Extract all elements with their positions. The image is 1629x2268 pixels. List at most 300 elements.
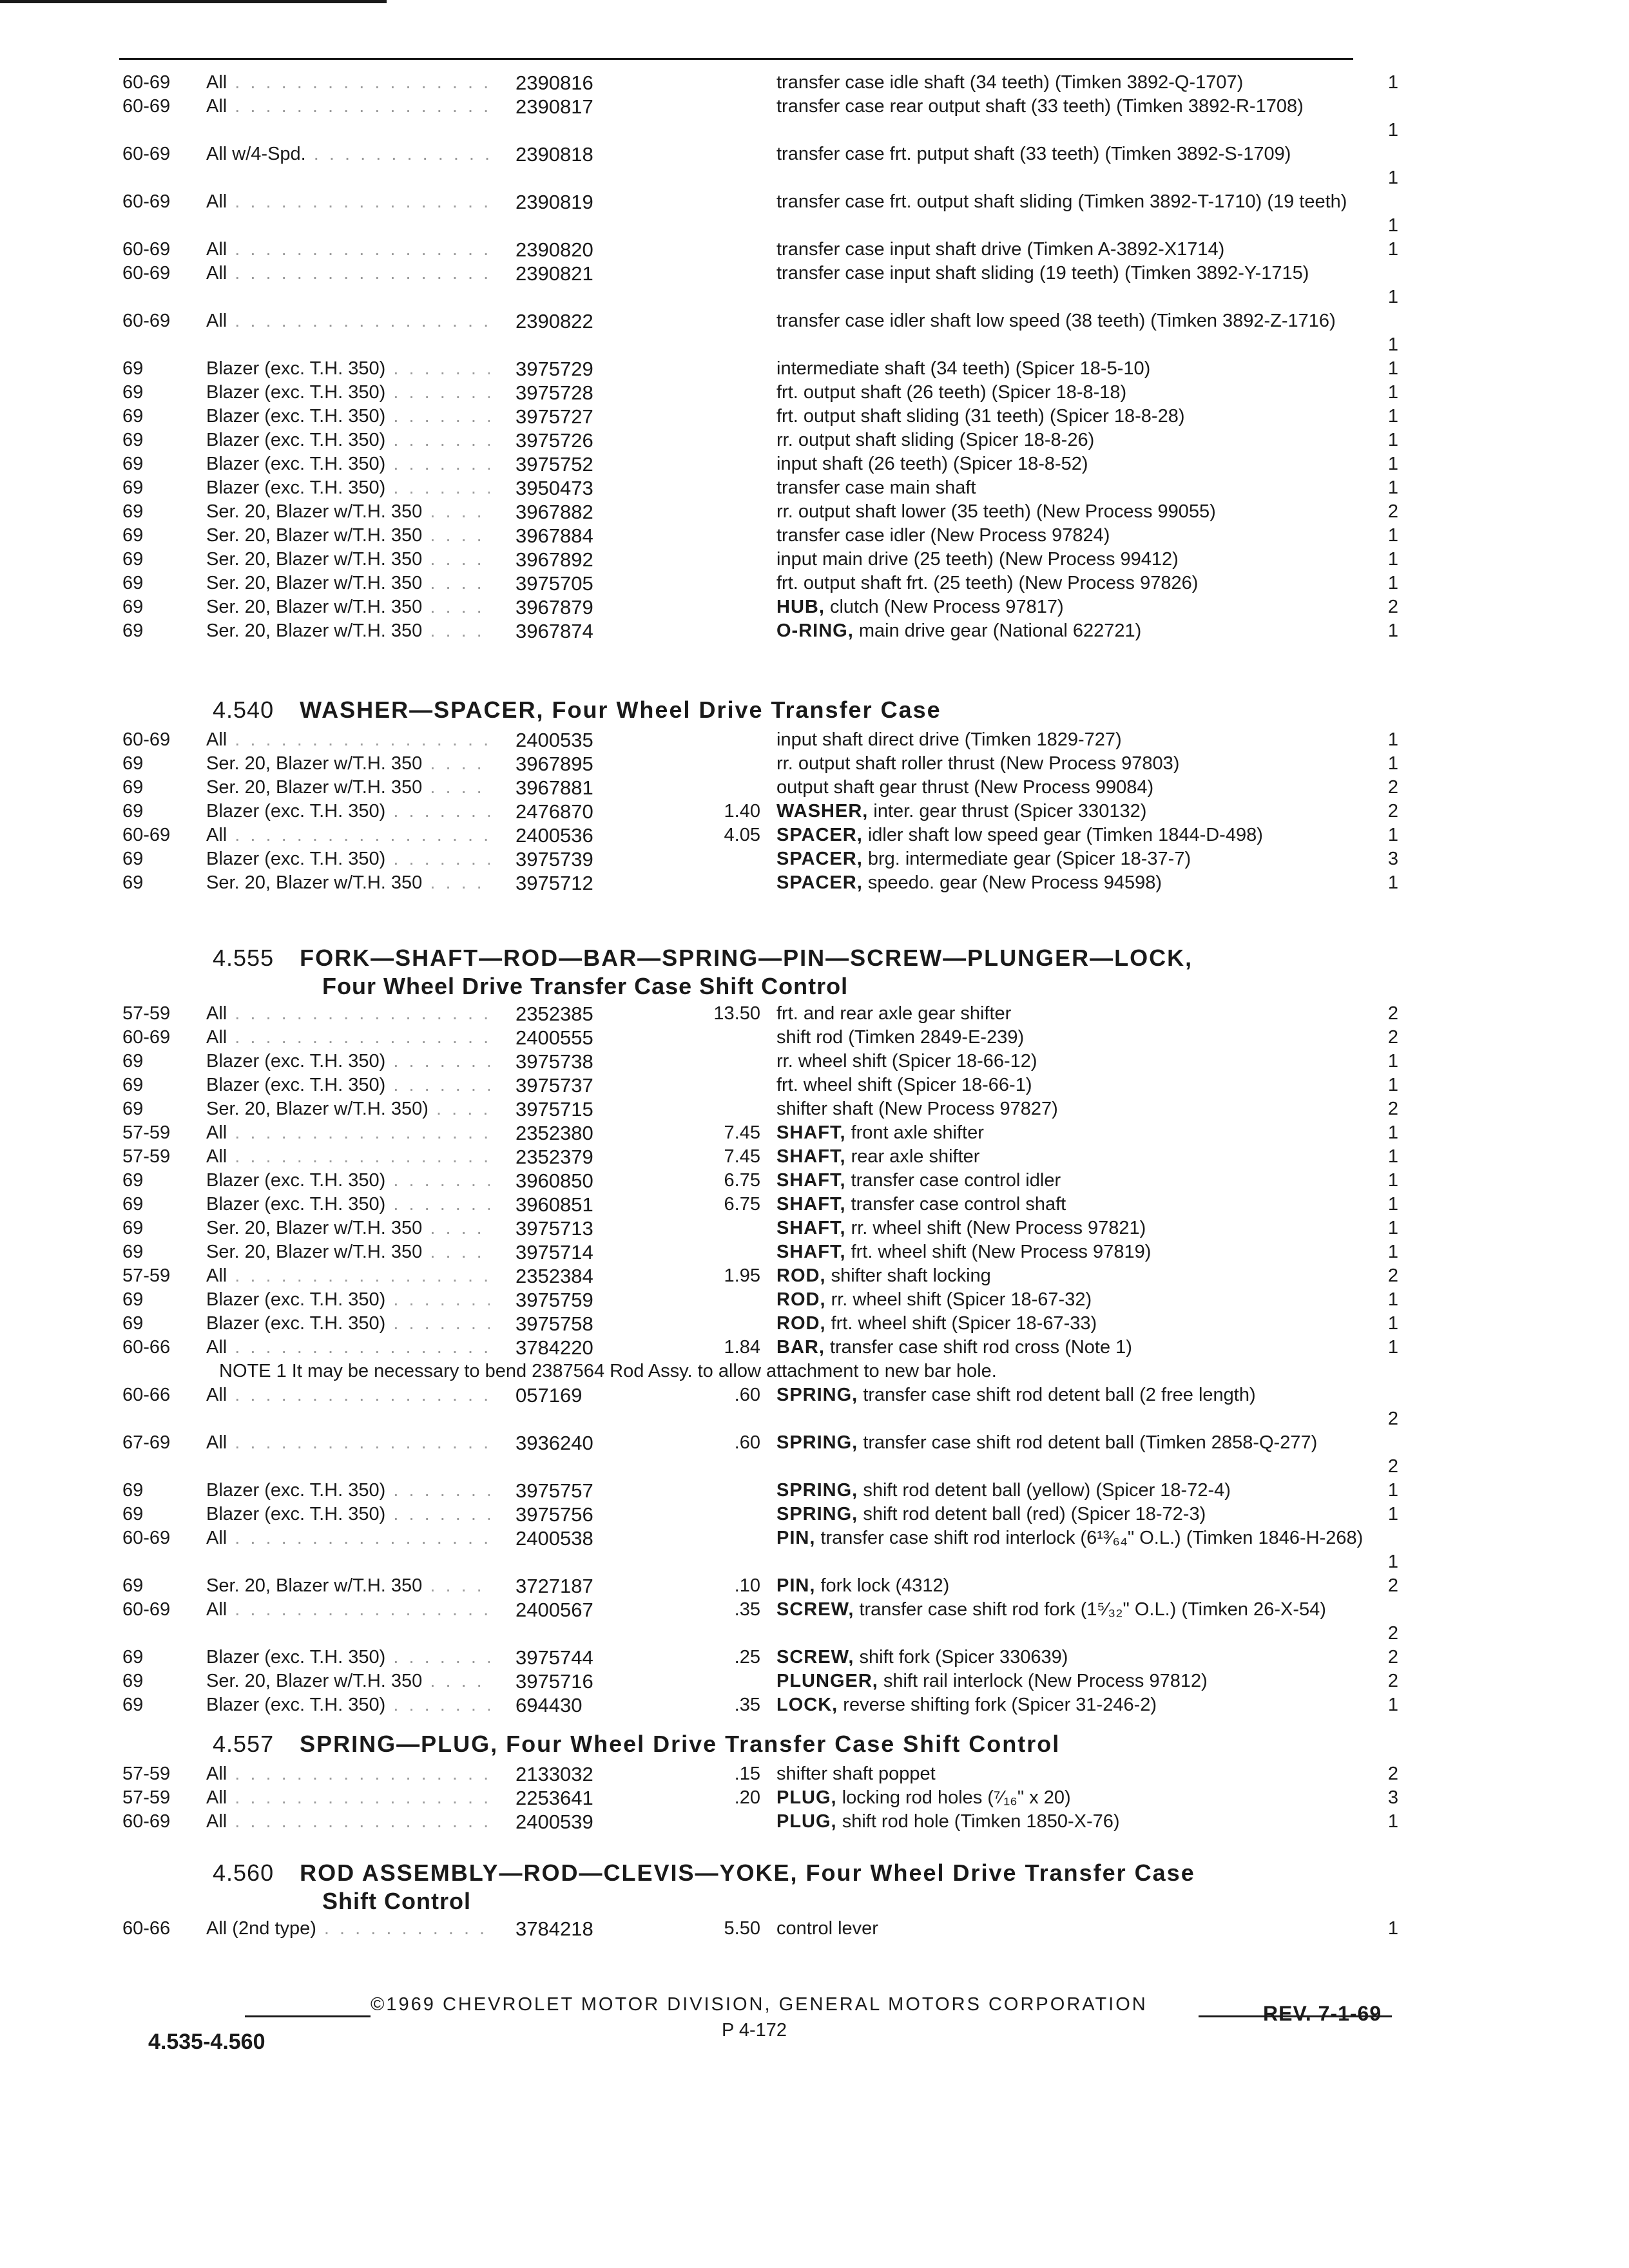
model-application: Ser. 20, Blazer w/T.H. 350 . . . [206, 595, 490, 619]
part-row [0, 309, 1629, 357]
quantity: 1 [1387, 406, 1398, 427]
model-application: All . . . [206, 1145, 490, 1169]
part-description [776, 1786, 1369, 1810]
description-text: transfer case shift rod fork (1⁵⁄₃₂" O.L.) (Timken 26-X-54) [859, 1599, 1326, 1620]
model-year: 69 [122, 477, 144, 498]
part-row [0, 1050, 1629, 1073]
part-description [776, 1002, 1369, 1026]
quantity: 1 [1387, 753, 1398, 774]
section-number: 4.557 [213, 1731, 275, 1757]
description-text: input shaft direct drive (Timken 1829-727) [776, 729, 1122, 750]
model-year: 60-69 [122, 191, 171, 212]
description-text: input shaft (26 teeth) (Spicer 18-8-52) [776, 454, 1088, 474]
part-name: SPRING, [776, 1504, 858, 1524]
part-description [776, 381, 1369, 405]
part-name: SHAFT, [776, 1146, 846, 1167]
quantity: 1 [1387, 1480, 1398, 1501]
model-year: 69 [122, 430, 144, 450]
model-application: Blazer (exc. T.H. 350) . . . [206, 800, 490, 823]
model-application: All . . . [206, 190, 490, 214]
model-year: 69 [122, 382, 144, 403]
description-text: transfer case control shaft [851, 1194, 1066, 1215]
model-year: 60-69 [122, 1027, 171, 1048]
description-text: frt. wheel shift (Spicer 18-67-33) [831, 1313, 1097, 1334]
part-number: 3975744 [516, 1646, 593, 1669]
quantity: 3 [1387, 1787, 1398, 1808]
section-heading [0, 944, 1629, 1002]
part-row [0, 1526, 1629, 1574]
quantity: 1 [1387, 239, 1398, 260]
quantity: 1 [1387, 454, 1398, 474]
model-year: 69 [122, 1051, 144, 1072]
description-text: frt. wheel shift (New Process 97819) [851, 1242, 1152, 1262]
part-number: 3784218 [516, 1917, 593, 1940]
description-text: frt. output shaft sliding (31 teeth) (Spicer 18-8-28) [776, 406, 1185, 427]
quantity: 1 [1387, 1918, 1398, 1939]
part-number: 3975739 [516, 848, 593, 870]
part-description [776, 238, 1369, 262]
quantity: 2 [1387, 1027, 1398, 1048]
part-description [776, 1762, 1369, 1786]
quantity: 2 [1387, 1575, 1398, 1596]
part-row [0, 1216, 1629, 1240]
model-year: 69 [122, 1313, 144, 1334]
part-row [0, 1336, 1629, 1360]
quantity: 2 [1387, 777, 1398, 798]
section-title: FORK—SHAFT—ROD—BAR—SPRING—PIN—SCREW—PLUNGER—LOCK, [300, 945, 1193, 971]
model-application: All . . . [206, 1810, 490, 1834]
list-price: .60 [734, 1432, 760, 1453]
part-row [0, 1503, 1629, 1526]
part-number: 2400536 [516, 824, 593, 847]
quantity: 1 [1387, 1242, 1398, 1262]
list-price: 7.45 [724, 1146, 760, 1167]
quantity: 1 [1387, 1289, 1398, 1310]
part-number: 3967874 [516, 620, 593, 642]
model-application: All . . . [206, 71, 490, 95]
model-year: 60-66 [122, 1918, 171, 1939]
part-description [776, 1216, 1369, 1240]
model-application: All . . . [206, 1786, 490, 1810]
description-text: shift fork (Spicer 330639) [859, 1647, 1068, 1667]
quantity: 2 [1387, 1623, 1398, 1644]
part-number: 3975738 [516, 1050, 593, 1073]
part-row [0, 800, 1629, 823]
model-year: 69 [122, 597, 144, 617]
list-price: .20 [734, 1787, 760, 1808]
section-heading [0, 1859, 1629, 1917]
section-continuation [0, 71, 1629, 643]
part-description [776, 428, 1369, 452]
part-number: 2253641 [516, 1787, 593, 1809]
part-number: 3975728 [516, 381, 593, 404]
list-price: 1.84 [724, 1337, 760, 1358]
part-name: SPRING, [776, 1432, 858, 1453]
part-description [776, 1336, 1369, 1360]
part-number: 2390816 [516, 72, 593, 94]
quantity: 2 [1387, 1763, 1398, 1784]
quantity: 1 [1387, 1337, 1398, 1358]
list-price: .35 [734, 1695, 760, 1715]
part-number: 3784220 [516, 1336, 593, 1359]
section-number: 4.560 [213, 1860, 275, 1886]
quantity: 1 [1387, 620, 1398, 641]
quantity: 1 [1387, 825, 1398, 845]
part-description [776, 1312, 1369, 1336]
part-number: 3967892 [516, 548, 593, 571]
part-description [776, 1646, 1369, 1669]
model-application: Ser. 20, Blazer w/T.H. 350 . . . [206, 871, 490, 895]
section-4-560 [0, 1859, 1629, 1941]
model-application: Ser. 20, Blazer w/T.H. 350) . . . [206, 1097, 490, 1121]
model-application: Blazer (exc. T.H. 350) . . . [206, 1169, 490, 1193]
quantity: 2 [1387, 1456, 1398, 1477]
part-number: 3960851 [516, 1193, 593, 1216]
model-application: Ser. 20, Blazer w/T.H. 350 . . . [206, 1240, 490, 1264]
model-year: 69 [122, 1504, 144, 1524]
part-row [0, 1598, 1629, 1646]
list-price: .25 [734, 1647, 760, 1667]
description-text: shift rod detent ball (yellow) (Spicer 18-72-4) [863, 1480, 1231, 1501]
part-row [0, 1097, 1629, 1121]
part-row [0, 142, 1629, 190]
part-row [0, 1264, 1629, 1288]
section-note: NOTE 1 It may be necessary to bend 2387564 Rod Assy. to allow attachment to new bar hole. [219, 1361, 997, 1381]
part-row [0, 262, 1629, 309]
quantity: 2 [1387, 1099, 1398, 1119]
description-text: shifter shaft locking [831, 1265, 991, 1286]
model-application: All . . . [206, 1264, 490, 1288]
model-application: Blazer (exc. T.H. 350) . . . [206, 1646, 490, 1669]
description-text: intermediate shaft (34 teeth) (Spicer 18-5-10) [776, 358, 1151, 379]
model-year: 60-69 [122, 1528, 171, 1548]
part-number: 3975757 [516, 1479, 593, 1502]
part-description [776, 476, 1369, 500]
model-year: 60-66 [122, 1385, 171, 1405]
quantity: 1 [1387, 1146, 1398, 1167]
part-row [0, 1121, 1629, 1145]
model-application: All . . . [206, 309, 490, 333]
part-description [776, 1431, 1369, 1455]
part-number: 2390819 [516, 191, 593, 213]
model-year: 69 [122, 501, 144, 522]
model-application: Ser. 20, Blazer w/T.H. 350 . . . [206, 1216, 490, 1240]
part-description [776, 190, 1369, 214]
part-description [776, 1288, 1369, 1312]
description-text: front axle shifter [851, 1122, 984, 1143]
part-row [0, 1169, 1629, 1193]
model-year: 57-59 [122, 1146, 171, 1167]
part-description [776, 1598, 1369, 1622]
description-text: transfer case idler (New Process 97824) [776, 525, 1110, 546]
part-row [0, 1073, 1629, 1097]
description-text: input main drive (25 teeth) (New Process 99412) [776, 549, 1179, 570]
part-name: SCREW, [776, 1599, 854, 1620]
description-text: transfer case rear output shaft (33 teeth) (Timken 3892-R-1708) [776, 96, 1304, 117]
description-text: clutch (New Process 97817) [829, 597, 1064, 617]
description-text: transfer case frt. putput shaft (33 teeth) (Timken 3892-S-1709) [776, 144, 1291, 164]
description-text: rr. output shaft lower (35 teeth) (New Process 99055) [776, 501, 1216, 522]
part-number: 3975756 [516, 1503, 593, 1526]
description-text: frt. output shaft (26 teeth) (Spicer 18-8-18) [776, 382, 1127, 403]
description-text: rear axle shifter [851, 1146, 980, 1167]
part-number: 3936240 [516, 1432, 593, 1454]
list-price: .10 [734, 1575, 760, 1596]
model-year: 60-69 [122, 311, 171, 331]
part-number: 3975705 [516, 572, 593, 595]
description-text: transfer case idler shaft low speed (38 teeth) (Timken 3892-Z-1716) [776, 311, 1336, 331]
part-row [0, 776, 1629, 800]
part-number: 3975712 [516, 872, 593, 894]
part-description [776, 847, 1369, 871]
part-number: 3975752 [516, 453, 593, 476]
quantity: 2 [1387, 1003, 1398, 1024]
part-description [776, 776, 1369, 800]
description-text: output shaft gear thrust (New Process 99084) [776, 777, 1154, 798]
part-row [0, 476, 1629, 500]
part-row [0, 1693, 1629, 1717]
model-year: 60-69 [122, 263, 171, 284]
quantity: 2 [1387, 1408, 1398, 1429]
footer-rule-left [245, 2015, 371, 2017]
model-application: Ser. 20, Blazer w/T.H. 350 . . . [206, 1574, 490, 1598]
list-price: .35 [734, 1599, 760, 1620]
part-description [776, 357, 1369, 381]
part-description [776, 1050, 1369, 1073]
part-row [0, 95, 1629, 142]
part-number: 3727187 [516, 1575, 593, 1597]
description-text: inter. gear thrust (Spicer 330132) [873, 801, 1147, 822]
section-4-557 [0, 1730, 1629, 1834]
list-price: 7.45 [724, 1122, 760, 1143]
model-year: 60-69 [122, 825, 171, 845]
part-description [776, 548, 1369, 572]
model-year: 69 [122, 1170, 144, 1191]
part-description [776, 95, 1369, 119]
part-name: ROD, [776, 1313, 826, 1334]
model-application: Blazer (exc. T.H. 350) . . . [206, 476, 490, 500]
model-application: All w/4-Spd. . . . [206, 142, 490, 166]
part-number: 2400538 [516, 1527, 593, 1550]
part-number: 2390818 [516, 143, 593, 166]
part-description [776, 1383, 1369, 1407]
part-description [776, 1193, 1369, 1216]
part-row [0, 548, 1629, 572]
part-name: WASHER, [776, 801, 869, 822]
model-year: 69 [122, 1671, 144, 1691]
description-text: shifter shaft (New Process 97827) [776, 1099, 1058, 1119]
description-text: locking rod holes (⁷⁄₁₆" x 20) [842, 1787, 1071, 1808]
model-year: 60-69 [122, 96, 171, 117]
list-price: 5.50 [724, 1918, 760, 1939]
quantity: 1 [1387, 729, 1398, 750]
model-application: All . . . [206, 823, 490, 847]
part-number: 2400535 [516, 729, 593, 751]
quantity: 1 [1387, 872, 1398, 893]
part-row [0, 1240, 1629, 1264]
part-number: 3967895 [516, 753, 593, 775]
model-year: 69 [122, 1480, 144, 1501]
description-text: idler shaft low speed gear (Timken 1844-D-498) [867, 825, 1263, 845]
model-application: Blazer (exc. T.H. 350) . . . [206, 1479, 490, 1503]
section-subtitle: Shift Control [322, 1888, 471, 1914]
description-text: rr. wheel shift (Spicer 18-67-32) [831, 1289, 1092, 1310]
model-year: 69 [122, 753, 144, 774]
part-row [0, 871, 1629, 895]
description-text: transfer case main shaft [776, 477, 976, 498]
description-text: transfer case shift rod detent ball (2 free length) [863, 1385, 1256, 1405]
model-application: All (2nd type) . . . [206, 1917, 490, 1941]
description-text: shift rod (Timken 2849-E-239) [776, 1027, 1025, 1048]
model-application: Ser. 20, Blazer w/T.H. 350 . . . [206, 752, 490, 776]
quantity: 2 [1387, 597, 1398, 617]
part-description [776, 1073, 1369, 1097]
quantity: 1 [1387, 1313, 1398, 1334]
part-description [776, 71, 1369, 95]
model-application: All . . . [206, 1336, 490, 1360]
part-row [0, 823, 1629, 847]
section-4-540 [0, 696, 1629, 895]
part-description [776, 1121, 1369, 1145]
part-name: BAR, [776, 1337, 825, 1358]
part-row [0, 619, 1629, 643]
part-row [0, 1312, 1629, 1336]
list-price: 6.75 [724, 1170, 760, 1191]
part-name: PLUNGER, [776, 1671, 878, 1691]
description-text: transfer case frt. output shaft sliding (Timken 3892-T-1710) (19 teeth) [776, 191, 1347, 212]
part-name: ROD, [776, 1265, 826, 1286]
description-text: control lever [776, 1918, 878, 1939]
section-4-555 [0, 944, 1629, 1717]
part-description [776, 1026, 1369, 1050]
description-text: brg. intermediate gear (Spicer 18-37-7) [867, 849, 1191, 869]
section-title: SPRING—PLUG, Four Wheel Drive Transfer Case Shift Control [300, 1731, 1061, 1757]
description-text: reverse shifting fork (Spicer 31-246-2) [843, 1695, 1157, 1715]
part-number: 2400555 [516, 1026, 593, 1049]
model-year: 57-59 [122, 1003, 171, 1024]
part-number: 694430 [516, 1694, 583, 1716]
quantity: 3 [1387, 849, 1398, 869]
quantity: 1 [1387, 120, 1398, 140]
part-number: 2352380 [516, 1122, 593, 1144]
model-application: All . . . [206, 1762, 490, 1786]
model-year: 60-69 [122, 1599, 171, 1620]
model-application: Ser. 20, Blazer w/T.H. 350 . . . [206, 524, 490, 548]
part-description [776, 500, 1369, 524]
part-description [776, 524, 1369, 548]
part-number: 3975715 [516, 1098, 593, 1120]
part-number: 2390822 [516, 310, 593, 332]
model-year: 69 [122, 358, 144, 379]
part-number: 2352379 [516, 1146, 593, 1168]
model-application: Blazer (exc. T.H. 350) . . . [206, 452, 490, 476]
description-text: rr. wheel shift (Spicer 18-66-12) [776, 1051, 1037, 1072]
part-row [0, 452, 1629, 476]
part-name: PIN, [776, 1575, 816, 1596]
part-description [776, 309, 1369, 333]
part-number: 3975758 [516, 1312, 593, 1335]
part-number: 3975727 [516, 405, 593, 428]
part-number: 3960850 [516, 1169, 593, 1192]
model-year: 60-69 [122, 1811, 171, 1832]
section-number: 4.540 [213, 697, 275, 723]
part-name: HUB, [776, 597, 825, 617]
model-application: All . . . [206, 238, 490, 262]
description-text: frt. wheel shift (Spicer 18-66-1) [776, 1075, 1032, 1095]
part-name: SHAFT, [776, 1122, 846, 1143]
part-description [776, 1693, 1369, 1717]
quantity: 1 [1387, 1504, 1398, 1524]
model-application: Blazer (exc. T.H. 350) . . . [206, 405, 490, 428]
quantity: 1 [1387, 1695, 1398, 1715]
part-row [0, 428, 1629, 452]
part-number: 2133032 [516, 1763, 593, 1785]
list-price: 1.40 [724, 801, 760, 822]
page-number: P 4-172 [722, 2020, 787, 2041]
part-row [0, 595, 1629, 619]
list-price: 4.05 [724, 825, 760, 845]
section-title: WASHER—SPACER, Four Wheel Drive Transfer Case [300, 697, 941, 723]
quantity: 1 [1387, 549, 1398, 570]
part-row [0, 847, 1629, 871]
model-application: All . . . [206, 728, 490, 752]
model-application: Blazer (exc. T.H. 350) . . . [206, 357, 490, 381]
part-name: SPRING, [776, 1385, 858, 1405]
part-description [776, 595, 1369, 619]
model-year: 60-69 [122, 72, 171, 93]
group-range: 4.535-4.560 [148, 2030, 265, 2054]
part-row [0, 752, 1629, 776]
part-row [0, 1917, 1629, 1941]
part-row [0, 1002, 1629, 1026]
part-description [776, 1503, 1369, 1526]
part-number: 3950473 [516, 477, 593, 499]
model-application: Blazer (exc. T.H. 350) . . . [206, 1073, 490, 1097]
model-year: 69 [122, 777, 144, 798]
quantity: 1 [1387, 477, 1398, 498]
model-year: 69 [122, 1647, 144, 1667]
description-text: transfer case input shaft drive (Timken A-3892-X1714) [776, 239, 1225, 260]
model-year: 69 [122, 1075, 144, 1095]
model-application: All . . . [206, 1002, 490, 1026]
part-name: SHAFT, [776, 1242, 846, 1262]
quantity: 1 [1387, 573, 1398, 593]
quantity: 1 [1387, 1811, 1398, 1832]
part-description [776, 823, 1369, 847]
part-number: 3967879 [516, 596, 593, 619]
part-row [0, 572, 1629, 595]
part-name: SHAFT, [776, 1194, 846, 1215]
quantity: 1 [1387, 525, 1398, 546]
part-name: PLUG, [776, 1811, 837, 1832]
quantity: 1 [1387, 215, 1398, 236]
part-description [776, 1574, 1369, 1598]
quantity: 1 [1387, 72, 1398, 93]
part-row [0, 1810, 1629, 1834]
quantity: 2 [1387, 501, 1398, 522]
list-price: .15 [734, 1763, 760, 1784]
part-row [0, 1145, 1629, 1169]
part-row [0, 1026, 1629, 1050]
part-number: 2400539 [516, 1811, 593, 1833]
top-edge-rule [0, 0, 387, 3]
description-text: fork lock (4312) [820, 1575, 950, 1596]
part-description [776, 262, 1369, 285]
part-name: SHAFT, [776, 1170, 846, 1191]
part-row [0, 405, 1629, 428]
model-year: 69 [122, 1099, 144, 1119]
part-number: 2390817 [516, 95, 593, 118]
